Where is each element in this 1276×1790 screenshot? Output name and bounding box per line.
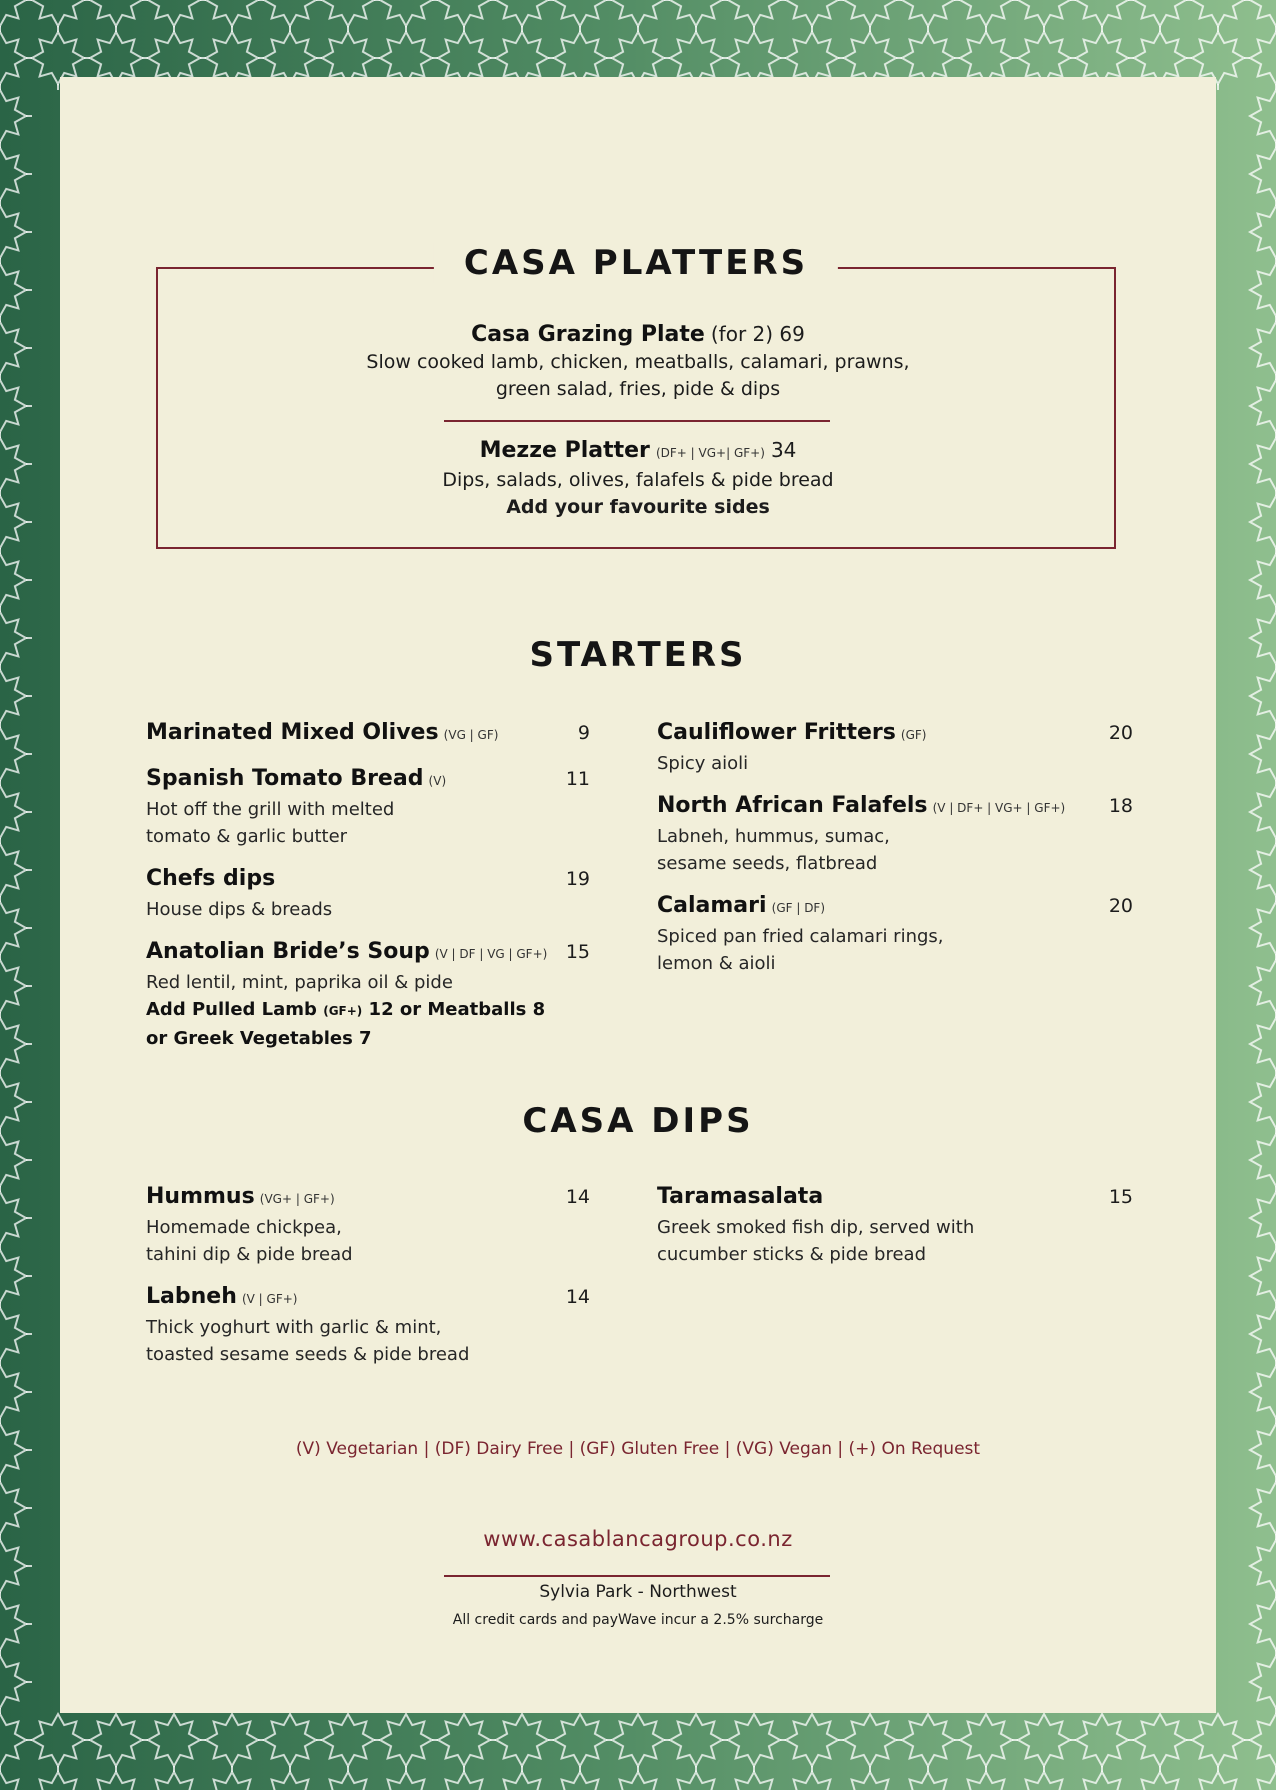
item-price: 15 <box>565 941 590 963</box>
item-desc: lemon & aioli <box>657 953 776 974</box>
item-name: Calamari <box>657 893 767 918</box>
item-price: 19 <box>565 868 590 890</box>
item-tags: (VG | GF) <box>443 728 499 742</box>
item-extra-line2: or Greek Vegetables 7 <box>146 1028 372 1049</box>
item-tags: (V) <box>428 774 447 788</box>
menu-item-chefs-dips <box>146 866 590 923</box>
item-desc: Spiced pan fried calamari rings, <box>657 926 944 947</box>
platters-title: CASA PLATTERS <box>434 243 838 283</box>
menu-paper <box>60 77 1216 1713</box>
item-desc: tomato & garlic butter <box>146 826 348 847</box>
platter-item-mezze <box>60 437 1216 521</box>
item-tags: (GF | DF) <box>771 901 826 915</box>
item-desc: Red lentil, mint, paprika oil & pide <box>146 972 453 993</box>
item-name: Anatolian Bride’s Soup <box>146 939 430 964</box>
item-price: 14 <box>565 1186 590 1208</box>
starters-title: STARTERS <box>529 635 747 675</box>
menu-item-taramasalata <box>657 1184 1133 1268</box>
dips-title: CASA DIPS <box>522 1101 754 1141</box>
item-desc: toasted sesame seeds & pide bread <box>146 1344 470 1365</box>
item-name: Marinated Mixed Olives <box>146 720 439 745</box>
item-name: North African Falafels <box>657 793 928 818</box>
item-name: Labneh <box>146 1284 237 1309</box>
item-desc: Slow cooked lamb, chicken, meatballs, calamari, prawns, <box>366 351 910 373</box>
item-desc: Homemade chickpea, <box>146 1217 342 1238</box>
item-desc: Thick yoghurt with garlic & mint, <box>146 1317 442 1338</box>
item-name: Cauliflower Fritters <box>657 720 896 745</box>
menu-item-hummus <box>146 1184 590 1268</box>
location-text: Sylvia Park - Northwest <box>539 1582 737 1602</box>
item-price: 14 <box>565 1286 590 1308</box>
menu-item-olives <box>146 720 590 750</box>
item-name: Hummus <box>146 1184 255 1209</box>
footer-divider <box>444 1575 830 1577</box>
item-extra: Add your favourite sides <box>506 496 770 518</box>
item-desc: green salad, fries, pide & dips <box>495 378 781 400</box>
item-name: Casa Grazing Plate <box>471 322 705 347</box>
item-desc: Hot off the grill with melted <box>146 799 395 820</box>
menu-item-calamari <box>657 893 1133 977</box>
item-price: 15 <box>1108 1186 1133 1208</box>
item-desc: Labneh, hummus, sumac, <box>657 826 890 847</box>
item-tags: (DF+ | VG+| GF+) <box>655 446 765 460</box>
item-price: 34 <box>770 438 797 462</box>
item-price: (for 2) 69 <box>710 322 805 346</box>
item-desc: Spicy aioli <box>657 753 749 774</box>
website-link[interactable]: www.casablancagroup.co.nz <box>483 1527 793 1551</box>
item-name: Taramasalata <box>657 1184 824 1209</box>
dietary-legend: (V) Vegetarian | (DF) Dairy Free | (GF) Gluten Free | (VG) Vegan | (+) On Request <box>295 1439 981 1459</box>
item-desc: Dips, salads, olives, falafels & pide bread <box>442 469 834 491</box>
item-tags: (V | GF+) <box>241 1292 298 1306</box>
item-extra: Add Pulled Lamb (GF+) 12 or Meatballs 8 <box>146 999 546 1020</box>
item-price: 11 <box>565 768 590 790</box>
item-desc: sesame seeds, flatbread <box>657 853 878 874</box>
platter-divider <box>444 420 830 422</box>
surcharge-note: All credit cards and payWave incur a 2.5% surcharge <box>452 1612 824 1628</box>
item-price: 20 <box>1108 722 1133 744</box>
item-name: Chefs dips <box>146 866 276 891</box>
item-tags: (GF) <box>900 728 927 742</box>
item-price: 9 <box>577 722 590 744</box>
item-price: 18 <box>1108 795 1133 817</box>
item-desc: cucumber sticks & pide bread <box>657 1244 926 1265</box>
item-name: Mezze Platter <box>479 438 650 463</box>
item-name: Spanish Tomato Bread <box>146 766 424 791</box>
menu-item-labneh <box>146 1284 590 1368</box>
item-tags: (V | DF | VG | GF+) <box>434 947 548 961</box>
menu-item-tomato-bread <box>146 766 590 850</box>
item-desc: Greek smoked fish dip, served with <box>657 1217 975 1238</box>
item-tags: (V | DF+ | VG+ | GF+) <box>932 801 1066 815</box>
item-tags: (VG+ | GF+) <box>259 1192 335 1206</box>
item-price: 20 <box>1108 895 1133 917</box>
item-desc: House dips & breads <box>146 899 333 920</box>
platter-item-grazing <box>60 321 1216 403</box>
menu-item-cauliflower <box>657 720 1133 777</box>
menu-item-falafels <box>657 793 1133 877</box>
menu-item-brides-soup <box>146 939 590 1052</box>
item-desc: tahini dip & pide bread <box>146 1244 353 1265</box>
